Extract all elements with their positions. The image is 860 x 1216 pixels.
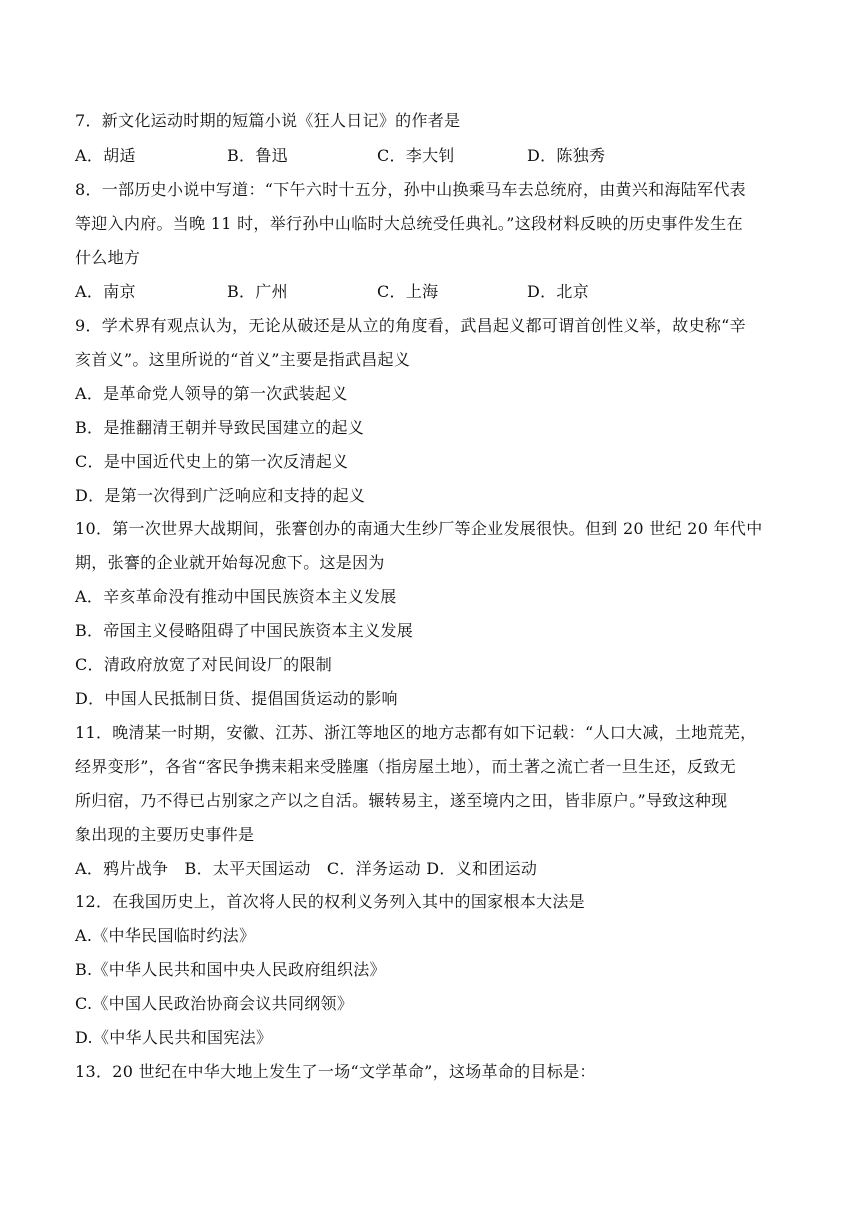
option-a: A．胡适 (75, 146, 136, 165)
option-b: B．鲁迅 (227, 146, 288, 165)
question-10-option-a: A．辛亥革命没有推动中国民族资本主义发展 (75, 587, 397, 606)
question-12-option-b: B.《中华人民共和国中央人民政府组织法》 (75, 960, 386, 979)
question-13-stem: 13．20 世纪在中华大地上发生了一场“文学革命”，这场革命的目标是： (75, 1062, 596, 1081)
question-12-option-d: D.《中华人民共和国宪法》 (75, 1028, 273, 1047)
question-8-line-2: 等迎入内府。当晚 11 时，举行孙中山临时大总统受任典礼。”这段材料反映的历史事件发生在 (75, 214, 743, 233)
question-9-option-b: B．是推翻清王朝并导致民国建立的起义 (75, 418, 365, 437)
question-11-options: A．鸦片战争 B．太平天国运动 C．洋务运动 D．义和团运动 (75, 859, 538, 878)
question-10-option-d: D．中国人民抵制日货、提倡国货运动的影响 (75, 689, 398, 708)
question-10-option-b: B．帝国主义侵略阻碍了中国民族资本主义发展 (75, 621, 414, 640)
question-11-line-2: 经界变形”，各省“客民争携耒耜来受塍廛（指房屋土地），而土著之流亡者一旦生还，反致无 (75, 757, 736, 776)
question-11-line-1: 11．晚清某一时期，安徽、江苏、浙江等地区的地方志都有如下记载：“人口大减，土地荒芜， (75, 723, 757, 742)
question-8-line-3: 什么地方 (75, 248, 141, 267)
option-d: D．北京 (527, 282, 590, 301)
question-10-option-c: C．清政府放宽了对民间设厂的限制 (75, 655, 333, 674)
option-a: A．南京 (75, 282, 136, 301)
question-11-line-3: 所归宿，乃不得已占别家之产以之自活。辗转易主，遂至境内之田，皆非原户。”导致这种现 (75, 791, 728, 810)
option-c: C．上海 (377, 282, 439, 301)
question-8-line-1: 8．一部历史小说中写道：“下午六时十五分，孙中山换乘马车去总统府，由黄兴和海陆军代表 (75, 180, 746, 199)
question-7-stem: 7．新文化运动时期的短篇小说《狂人日记》的作者是 (75, 111, 461, 130)
question-10-line-1: 10．第一次世界大战期间，张謇创办的南通大生纱厂等企业发展很快。但到 20 世纪 20 年代中 (75, 519, 763, 538)
question-9-line-2: 亥首义”。这里所说的“首义”主要是指武昌起义 (75, 350, 411, 369)
question-9-line-1: 9．学术界有观点认为，无论从破还是从立的角度看，武昌起义都可谓首创性义举，故史称“辛 (75, 316, 746, 335)
question-12-option-a: A.《中华民国临时约法》 (75, 926, 256, 945)
question-9-option-a: A．是革命党人领导的第一次武装起义 (75, 384, 348, 403)
option-c: C．李大钊 (377, 146, 455, 165)
question-10-line-2: 期，张謇的企业就开始每况愈下。这是因为 (75, 553, 385, 572)
question-9-option-d: D．是第一次得到广泛响应和支持的起义 (75, 486, 366, 505)
option-d: D．陈独秀 (527, 146, 606, 165)
question-12-stem: 12．在我国历史上，首次将人民的权利义务列入其中的国家根本大法是 (75, 892, 585, 911)
option-b: B．广州 (227, 282, 288, 301)
question-12-option-c: C.《中国人民政治协商会议共同纲领》 (75, 994, 354, 1013)
question-11-line-4: 象出现的主要历史事件是 (75, 825, 255, 844)
question-9-option-c: C．是中国近代史上的第一次反清起义 (75, 452, 349, 471)
